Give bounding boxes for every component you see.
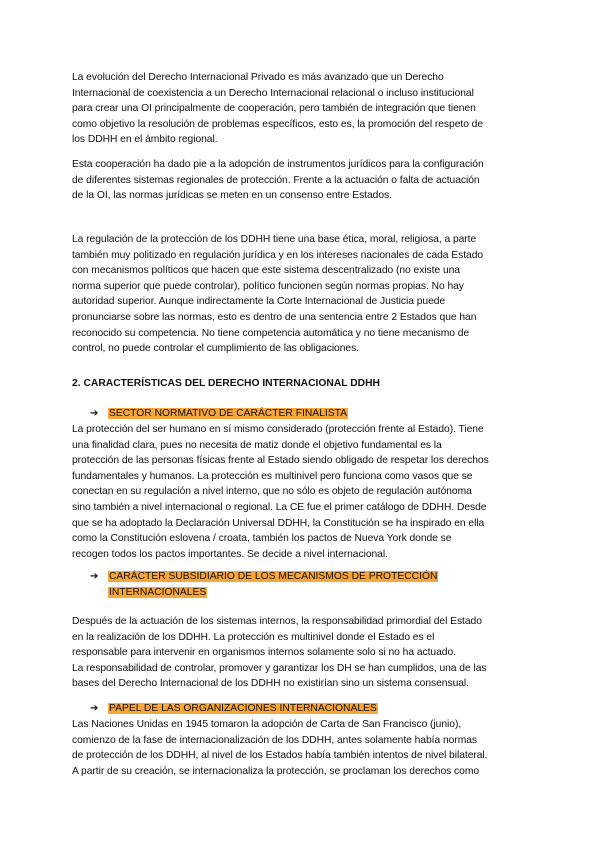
- text-line: los DDHH en el ámbito regional.: [72, 134, 218, 146]
- text-line: como objetivo la resolución de problemas específicos, esto es, la promoción del respeto de: [72, 118, 484, 130]
- text-line: sino también a nivel internacional o regional. La CE fue el primer catálogo de DDHH. Desde: [72, 501, 487, 513]
- text-line: Las Naciones Unidas en 1945 tomaron la adopción de Carta de San Francisco (junio),: [72, 719, 462, 730]
- text-line: con mecanismos políticos que hacen que este sistema descentralizado (no existe una: [72, 265, 460, 277]
- text-line: fundamentales y humanos. La protección es multinivel pero funciona como vasos que se: [72, 470, 473, 482]
- text-line: de la OI, las normas jurídicas se meten en un consenso entre Estados.: [72, 190, 392, 202]
- text-line: La protección del ser humano en sí mismo considerado (protección frente al Estado). Tiene: [72, 424, 484, 435]
- text-line: A partir de su creación, se internacionaliza la protección, se proclaman los derechos como: [72, 765, 480, 777]
- text-line: para crear una OI principalmente de cooperación, pero también de integración que tienen: [72, 103, 476, 115]
- bullet-sector-normativo: [90, 406, 348, 422]
- text-line: La responsabilidad de controlar, promover y garantizar los DH se han cumplidos, una de las: [72, 662, 487, 674]
- paragraph-regulation: [72, 232, 522, 357]
- text-line: de diferentes sistemas regionales de protección. Frente a la actuación o falta de actuación: [72, 174, 480, 186]
- paragraph-cooperation: [72, 157, 522, 204]
- arrow-right-icon: ➔: [90, 703, 99, 714]
- text-line: bases del Derecho Internacional de los DDHH no existirían sino un sistema consensual.: [72, 678, 469, 690]
- text-line: responsable para intervenir en organismos internos solamente solo si no ha actuado.: [72, 647, 456, 659]
- text-line: Después de la actuación de los sistemas internos, la responsabilidad primordial del Estado: [72, 616, 482, 627]
- text-line: pronunciarse sobre las normas, esto es dentro de una sentencia entre 2 Estados que han: [72, 311, 477, 323]
- text-line: protección de las personas físicas frente al Estado siendo obligado de respetar los derechos: [72, 455, 489, 467]
- highlighted-subheading: CARÁCTER SUBSIDIARIO DE LOS MECANISMOS DE PROTECCIÓN: [109, 571, 438, 582]
- text-line: de protección de los DDHH, al nivel de los Estados había también intentos de nivel bilateral.: [72, 750, 488, 762]
- text-line: recogen todos los pactos importantes. Se decide a nivel internacional.: [72, 548, 388, 560]
- text-line: La regulación de la protección de los DDHH tiene una base ética, moral, religiosa, a parte: [72, 234, 477, 245]
- bullet-caracter-subsidiario: [90, 569, 438, 600]
- text-line: comienzo de la fase de internacionalización de los DDHH, antes solamente había normas: [72, 734, 477, 746]
- text-line: también muy politizado en regulación jurídica y en los intereses nacionales de cada Estado: [72, 249, 484, 261]
- text-line: conectan en su regulación a nivel interno, que no sólo es objeto de regulación autónoma: [72, 486, 472, 498]
- highlighted-subheading: INTERNACIONALES: [109, 586, 207, 598]
- text-line: como la Constitución eslovena / croata, también los pactos de Nueva York donde se: [72, 533, 452, 545]
- bullet-papel-oi: [90, 701, 378, 717]
- text-line: Esta cooperación ha dado pie a la adopción de instrumentos jurídicos para la configuración: [72, 159, 484, 170]
- text-line: en la realización de los DDHH. La protección es multinivel donde el Estado es el: [72, 631, 435, 643]
- highlighted-subheading: PAPEL DE LAS ORGANIZACIONES INTERNACIONALES: [109, 703, 377, 714]
- arrow-right-icon: ➔: [90, 571, 99, 582]
- paragraph-finalista: [72, 422, 522, 562]
- paragraph-evolution: [72, 70, 522, 148]
- arrow-right-icon: ➔: [90, 408, 99, 419]
- highlighted-subheading: SECTOR NORMATIVO DE CARÁCTER FINALISTA: [109, 408, 347, 419]
- text-line: Internacional de coexistencia a un Derecho Internacional relacional o incluso institucional: [72, 87, 474, 99]
- section-heading: 2. CARACTERÍSTICAS DEL DERECHO INTERNACIONAL DDHH: [72, 378, 380, 389]
- text-line: una finalidad clara, pues no necesita de matiz donde el objetivo fundamental es la: [72, 439, 442, 451]
- paragraph-subsidiario: [72, 614, 522, 692]
- text-line: control, no puede controlar el cumplimiento de las obligaciones.: [72, 343, 359, 355]
- text-line: La evolución del Derecho Internacional Privado es más avanzado que un Derecho: [72, 72, 444, 83]
- text-line: norma superior que puede controlar), político funcionen según normas propias. No hay: [72, 280, 464, 292]
- text-line: autoridad superior. Aunque indirectamente la Corte Internacional de Justicia puede: [72, 296, 446, 308]
- text-line: que se ha adoptado la Declaración Universal DDHH, la Constitución se ha inspirado en ella: [72, 517, 485, 529]
- paragraph-naciones-unidas: [72, 717, 522, 779]
- text-line: reconocido su competencia. No tiene competencia automática y no tiene mecanismo de: [72, 327, 470, 339]
